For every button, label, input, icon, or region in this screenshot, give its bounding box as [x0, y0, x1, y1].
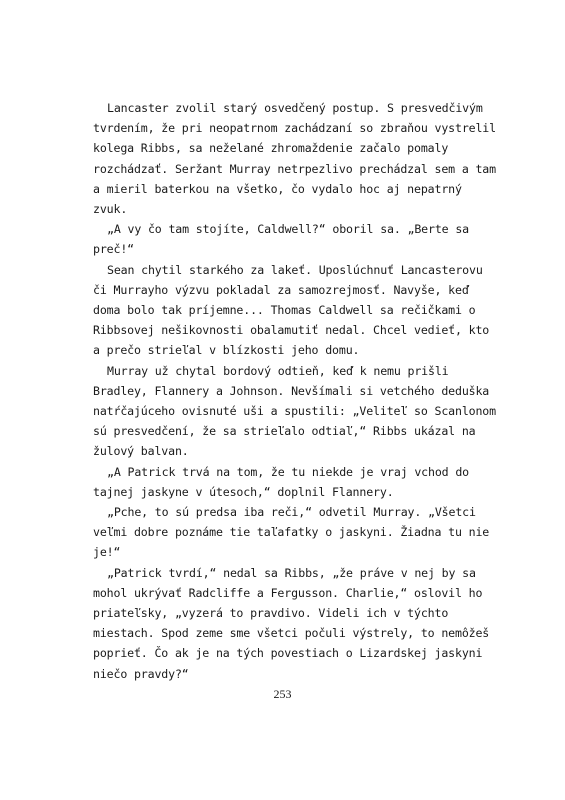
- paragraph: „Patrick tvrdí,“ nedal sa Ribbs, „že práve v nej by sa mohol ukrývať Radcliffe a Fergusson. Charlie,“ oslovil ho priateľsky, „vyzerá to pravdivo. Videli ich v týchto miestach. Spod zeme sme všetci počuli výstrely, to nemôžeš poprieť. Čo ak je na tých povestiach o Lizardskej jaskyni niečo pravdy?“: [93, 565, 490, 681]
- paragraph: „A vy čo tam stojíte, Caldwell?“ oboril sa. „Berte sa preč!“: [93, 222, 469, 257]
- page-number: 253: [273, 687, 292, 701]
- paragraph: Murray už chytal bordový odtieň, keď k nemu prišli Bradley, Flannery a Johnson. Nevšímali si vetchého deduška natŕčajúceho ovisnuté uši a spustili: „Veliteľ so Scanlonom sú presvedčení, že sa strieľalo odtiaľ,“ Ribbs ukázal na žulový balvan.: [93, 363, 496, 459]
- body-text: [93, 98, 496, 684]
- paragraph: Sean chytil starkého za lakeť. Uposlúchnuť Lancasterovu či Murrayho výzvu pokladal za samozrejmosť. Navyše, keď doma bolo tak príjemne... Thomas Caldwell sa rečičkami o Ribbsovej nešikovnosti obalamutiť nedal. Chcel vedieť, kto a prečo strieľal v blízkosti jeho domu.: [93, 262, 490, 358]
- paragraph: Lancaster zvolil starý osvedčený postup. S presvedčivým tvrdením, že pri neopatrnom zachádzaní so zbraňou vystrelil kolega Ribbs, sa neželané zhromaždenie začalo pomaly rozchádzať. Seržant Murray netrpezlivo prechádzal sem a tam a mieril baterkou na všetko, čo vydalo hoc aj nepatrný zvuk.: [93, 101, 496, 217]
- paragraph: „A Patrick trvá na tom, že tu niekde je vraj vchod do tajnej jaskyne v útesoch,“ doplnil Flannery.: [93, 464, 469, 499]
- paragraph: „Pche, to sú predsa iba reči,“ odvetil Murray. „Všetci veľmi dobre poznáme tie taľafatky o jaskyni. Žiadna tu nie je!“: [93, 505, 490, 560]
